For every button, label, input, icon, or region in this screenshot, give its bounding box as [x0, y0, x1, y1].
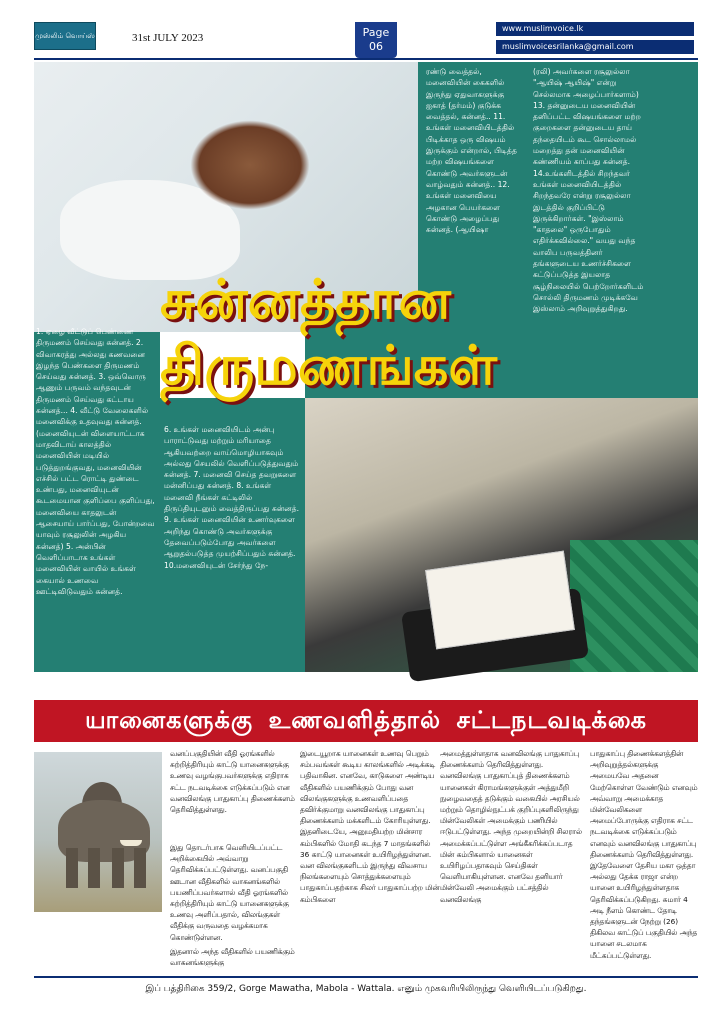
publisher-footer: இப் பத்திரிகை 359/2, Gorge Mawatha, Mabola - Wattala. எனும் முகவரியிலிருந்து வெளியிடப்படுகிறது.	[145, 984, 587, 994]
footer-divider	[34, 976, 698, 978]
photo-henna-hands-shape	[190, 120, 310, 210]
article2-column1: வனப்பகுதியின் வீதி ஓரங்களில் சுற்றித்திரியும் காட்டு யானைகளுக்கு உணவு வழங்குபவர்களுக்கு எதிராக சட்ட நடவடிக்கை எடுக்கப்படும் என வனவிலங்கு பாதுகாப்பு திணைக்களம் தெரிவித்துள்ளது.	[170, 749, 295, 815]
article1-title-line2: திருமணங்கள்	[160, 334, 498, 397]
logo-text: முஸ்லிம் வொய்ஸ்	[35, 31, 95, 40]
photo-elephant-leg-shape	[88, 848, 100, 888]
header-divider	[34, 58, 698, 60]
article1-column-left: 1. ஏழை வீட்டுப் பெண்ணை திருமணம் செய்வது சுன்னத். 2. விவாகரத்து அல்லது கணவனை இழந்த பெண்களை திருமணம் செய்வது சுன்னத். 3. ஒவ்வொரு ஆணும் பருவம் வந்தவுடன் திருமணம் செய்வது கட்டாய சுன்னத்... 4. வீட்டு வேலைகளில் மனைவிக்கு உதவுவது சுன்னத். (மனைவியுடன் விளையாட்டாக மாதவிடாய் காலத்தில் மனைவியின் மடியில் படுத்துறங்குவது, மனைவியின் எச்சில் பட்ட ரொட்டி துண்டை உண்பது, மனைவியுடன் கூடமையான குளிப்பை குளிப்பது, மனைவியை காதலுடன் ஆசையாய் பார்ப்பது, போன்றவை யாவும் ரசூலுலின் அழகிய சுன்னத்) 5. அன்பின் வெளிப்பாடாக உங்கள் மனைவியின் வாயில் உங்கள் கையால் உணவை ஊட்டிவிடுவதும் சுன்னத்.	[36, 327, 155, 596]
article2-column3: அமைத்துள்ளதாக வனவிலங்கு பாதுகாப்பு திணைக்களம் தெரிவித்துள்ளது. வனவிலங்கு பாதுகாப்புத் திணைக்களம் யானைகள் கிராமங்களுக்குள் அத்துமீறி நுழைவதைத் தடுக்கும் வகையில் அரசியல் மற்றும் தொழில்நுட்பக் குறிப்புகளிலிருந்து மின்வேலிகள் அமைக்கும் பணியில் ஈடுபட்டுள்ளது. அந்த முறையின்றி சிலரால் அமைக்கப்பட்டுள்ள அங்கீகரிக்கப்படாத மின் கம்பிகளால் யானைகள் உயிரிழப்பதாகவும் செய்திகள் வெளியாகியுள்ளன. எனவே தனியார் மின்வேலி அமைக்கும் பட்சத்தில் வனவிலங்கு	[440, 749, 582, 904]
article1-title-line1: சுன்னத்தான	[160, 268, 451, 331]
website-link[interactable]: www.muslimvoice.lk	[496, 22, 694, 36]
article2-column2: இடையூறாக யானைகள் உணவு பெறும் சம்பவங்கள் கூடிய காலங்களில் அடிக்கடி பதிவாகின. எனவே, காடுகளை அண்டிய வீதிகளில் பயணிக்கும் போது வன விலங்குகளுக்கு உணவளிப்பதை தவிர்க்குமாறு வனவிலங்கு பாதுகாப்பு திணைக்களம் மக்களிடம் கோரியுள்ளது. இதனிடையே, அனுமதியற்ற மின்சார கம்பிகளில் மோதி கடந்த 7 மாதங்களில் 36 காட்டு யானைகள் உயிரிழந்துள்ளன. வன விலங்குகளிடம் இருந்து விவசாய நிலங்களையும் சொத்துக்களையும் பாதுகாப்பதற்காக சிலர் பாதுகாப்பற்ற மின் கம்பிகளை	[300, 749, 440, 904]
article1-column-mid: 6. உங்கள் மனைவியிடம் அன்பு பாராட்டுவது மற்றும் மரியாதை ஆகியவற்றை வாய்மொழியாகவும் அல்லது செயலில் வெளிப்படுத்துவதும் சுன்னத். 7. மனைவி செய்த தவறுகளை மன்னிப்பது சுன்னத். 8. உங்கள் மனைவி நீங்கள் கட்டிலில் திருப்தியுடனும் வைத்திருப்பது சுன்னத். 9. உங்கள் மனைவியின் உணர்வுகளை அறிந்து கொண்டு அவர்களுக்கு தேவைப்படும்போது அவர்களை ஆறுதல்படுத்த முயற்சிப்பதும் சுன்னத். 10.மனைவியுடன் சேர்ந்து நே-	[164, 425, 300, 570]
article2-title: யானைகளுக்கு உணவளித்தால் சட்டநடவடிக்கை	[85, 705, 647, 734]
photo-elephant-leg-shape	[134, 848, 146, 888]
email-link[interactable]: muslimvoicesrilanka@gmail.com	[496, 40, 694, 54]
page-number: 06	[369, 40, 383, 53]
photo-elephant-tusk-shape	[120, 840, 142, 846]
article2-column1-mid: இது தொடர்பாக வெளியிடப்பட்ட அறிக்கையில் அவ்வாறு தெரிவிக்கப்பட்டுள்ளது. வனப்பகுதி ஊடான வீதிகளில் வாகனங்களில் பயணிப்பவர்களால் வீதி ஓரங்களில் சுற்றித்திரியும் காட்டு யானைகளுக்கு உணவு அளிப்பதால், விலங்குகள் வீதிக்கு வருவதை வழக்கமாக கொண்டுள்ளன.	[170, 843, 289, 942]
article2-headline-banner	[34, 700, 698, 742]
photo-prayer-mat-shape	[570, 540, 698, 672]
page-number-box	[355, 22, 397, 58]
issue-date: 31st JULY 2023	[132, 32, 204, 44]
photo-elephant-leg-shape	[112, 848, 124, 888]
article1-column-right1: ரண்டு வைத்தல், மனைவியின் கைகளில் இருந்து ஏதுவாகளுக்கு ஐகாத் (தர்மம்) குடுக்க வைத்தல், கன்னத்.. 11. உங்கள் மனைவியிடத்தில் பிடிக்காத ஒரு விஷயம் இருக்கும் என்றால், பிடித்த மற்ற விஷயங்களை கொண்டு அவர்களுடன் வாழ்வதும் சுன்னத்.. 12. உங்கள் மனைவியை அழகான பெயர்களை கொண்டு அழைப்பது சுன்னத். (ஆயிஷா	[426, 67, 517, 235]
article2-column1-bottom: இதனால் அந்த வீதிகளில் பயணிக்கும் வாகனங்களுக்கு	[170, 947, 295, 968]
photo-elephant-leg-shape	[66, 848, 78, 888]
page-header	[0, 0, 724, 58]
article1-column-right2: (ரலி) அவர்களை ரசூலுல்லா "ஆயிஷ் ஆயிஷ்" என்று செல்லமாக அழைப்பார்களாம்) 13. தன்னுடைய மனைவியின் தனிப்பட்ட விஷயங்களை மற்ற குறைகளை தன்னுடைய தாய் தந்தையிடம் கூட சொல்லாமல் மறைத்து தன் மனைவியின் கண்ணியம் காப்பது சுன்னத். 14.உங்களிடத்தில் சிறந்தவர் உங்கள் மனைவியிடத்தில் சிறந்தவரே என்று ரசூலுல்லா இடத்தில் குறிப்பிட்டு இருக்கிறார்கள். "இஸ்லாம் "காதலை" ஒருபோதும் எதிர்க்கவில்லை." வயது வந்த வாலிப பருவத்தினர் தங்களுடைய உணர்ச்சிகளை கட்டுப்படுத்த இயலாத சூழ்நிலையில் பெற்றோர்களிடம் சொல்லி திருமணம் முடிக்கவே இஸ்லாம் அறிவுறுத்துகிறது.	[533, 67, 644, 314]
article2-column4: பாதுகாப்பு திணைக்களத்தின் அறிவுறுத்தல்களுக்கு அமையவே அதனை மேற்கொள்ள வேண்டும் எனவும் அவ்வாறு அமைக்காத மின்வேலிகளை அமைப்போருக்கு எதிராக சட்ட நடவடிக்கை எடுக்கப்படும் எனவும் வனவிலங்கு பாதுகாப்பு திணைக்களம் தெரிவித்துள்ளது. இதேவேளை தேசிய மகா ஒத்தா அல்லது தேக்க ராஜா என்ற யானை உயிரிழந்துள்ளதாக தெரிவிக்கப்படுகிறது. சுமார் 4 அடி நீளம் கொண்ட தோடி தந்தங்களுடன் நேற்று (26) திகிலவ காட்டுப் பகுதியில் அந்த யானை சடலமாக மீட்கப்பட்டுள்ளது.	[590, 749, 698, 960]
page-label: Page	[362, 26, 390, 39]
newspaper-logo	[34, 22, 96, 50]
